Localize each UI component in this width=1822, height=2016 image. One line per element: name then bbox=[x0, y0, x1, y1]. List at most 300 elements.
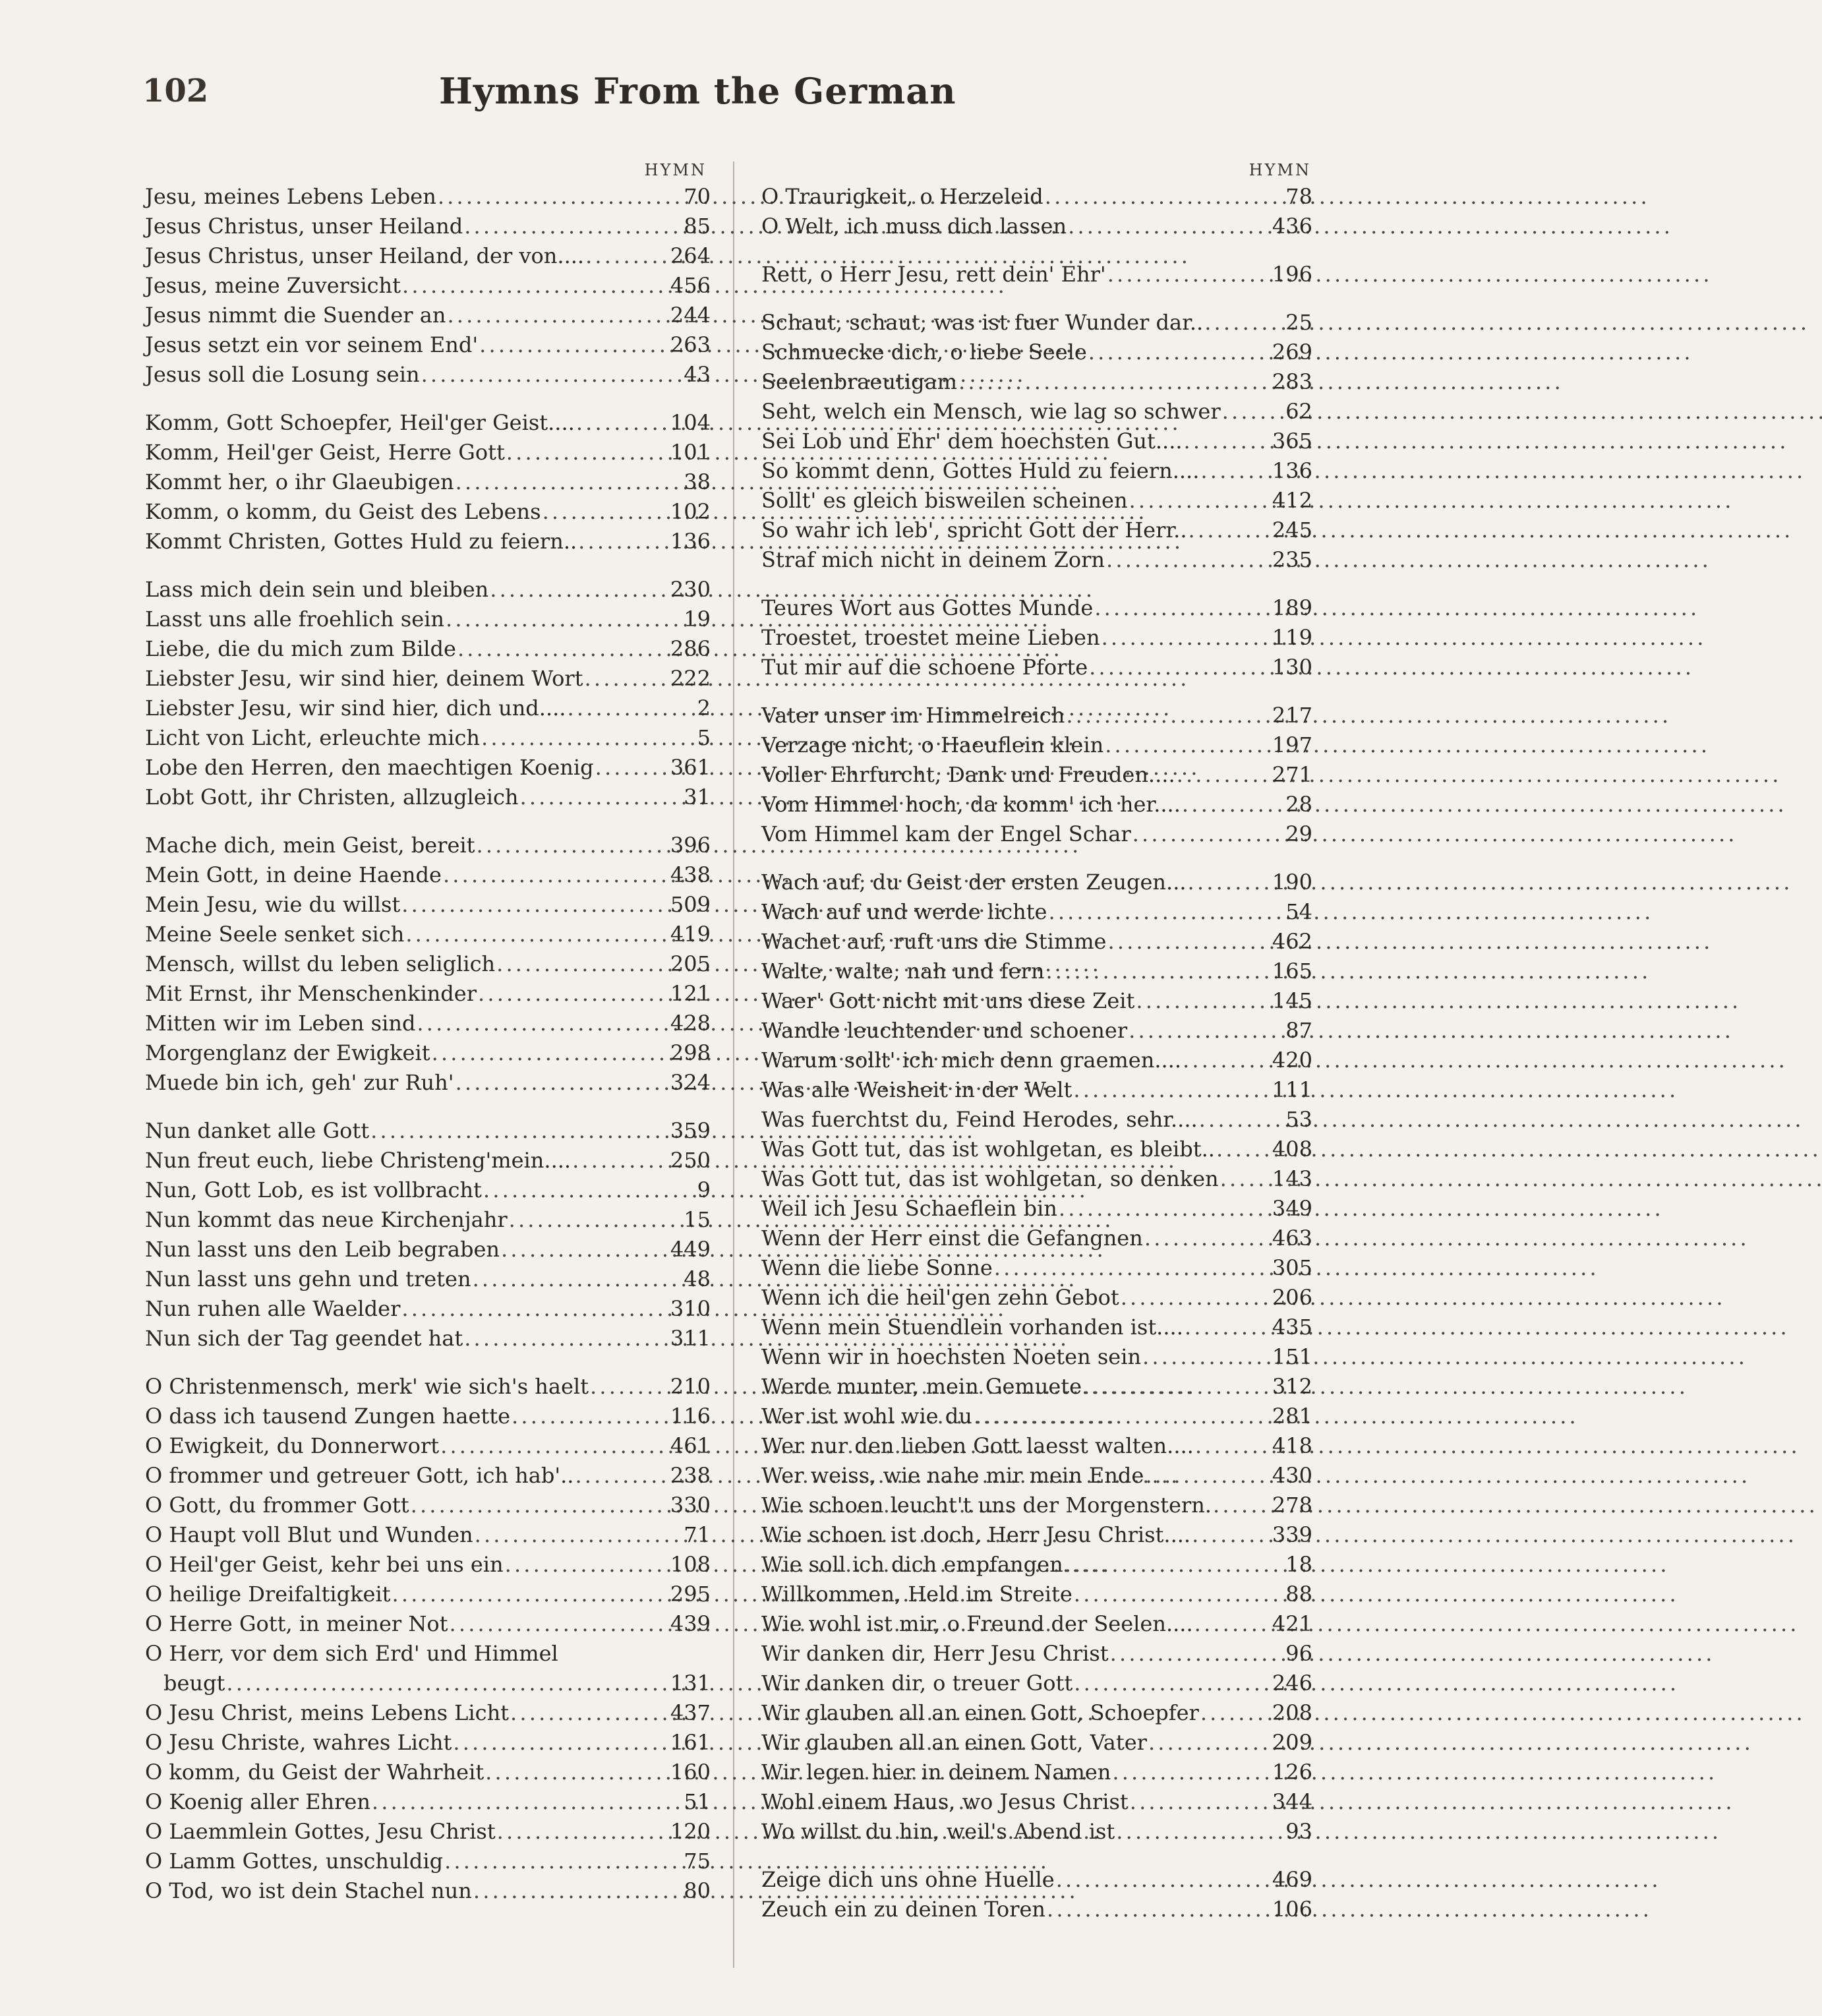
hymn-number: 428 bbox=[670, 1011, 711, 1036]
dot-leader bbox=[1110, 1639, 1277, 1669]
dot-leader bbox=[1182, 790, 1277, 819]
dot-leader bbox=[1129, 486, 1271, 516]
group-spacer bbox=[145, 390, 711, 408]
hymn-number: 5 bbox=[697, 725, 711, 750]
index-entry bbox=[145, 360, 711, 390]
dot-leader bbox=[464, 1324, 669, 1353]
index-entry bbox=[761, 1461, 1312, 1491]
index-entry bbox=[761, 819, 1312, 849]
entry-title: Mache dich, mein Geist, bereit bbox=[145, 833, 475, 858]
dot-leader bbox=[476, 831, 668, 860]
entry-title: Mein Jesu, wie du willst bbox=[145, 892, 401, 917]
entry-title: Kommt her, o ihr Glaeubigen bbox=[145, 469, 454, 494]
dot-leader bbox=[512, 1402, 669, 1431]
dot-leader bbox=[1185, 1313, 1271, 1342]
letter-group bbox=[145, 1116, 711, 1353]
hymn-number: 449 bbox=[670, 1237, 711, 1262]
hymn-number: 31 bbox=[684, 785, 711, 810]
index-entry bbox=[761, 1520, 1312, 1550]
hymn-number: 305 bbox=[1272, 1255, 1312, 1280]
letter-group bbox=[761, 260, 1312, 289]
entry-title: Teures Wort aus Gottes Munde bbox=[761, 595, 1094, 620]
hymn-number: 88 bbox=[1285, 1582, 1312, 1607]
dot-leader bbox=[1220, 1164, 1271, 1194]
dot-leader bbox=[443, 860, 669, 890]
entry-title: O Christenmensch, merk' wie sich's haelt bbox=[145, 1374, 589, 1399]
dot-leader bbox=[473, 1264, 675, 1294]
left-column bbox=[145, 158, 711, 1906]
hymn-number: 18 bbox=[1285, 1552, 1312, 1577]
entry-title: Licht von Licht, erleuchte mich bbox=[145, 725, 481, 750]
entry-title: O Jesu Christ, meins Lebens Licht bbox=[145, 1700, 510, 1725]
hymn-number: 197 bbox=[1272, 732, 1312, 757]
hymn-number: 108 bbox=[670, 1552, 711, 1577]
entry-title: O dass ich tausend Zungen haette bbox=[145, 1404, 511, 1429]
hymn-number: 509 bbox=[670, 892, 711, 917]
dot-leader bbox=[1188, 868, 1271, 897]
hymn-number: 121 bbox=[670, 981, 711, 1006]
hymn-number: 196 bbox=[1272, 262, 1312, 287]
index-entry bbox=[145, 1609, 711, 1639]
hymn-number: 330 bbox=[670, 1493, 711, 1518]
dot-leader bbox=[446, 605, 675, 634]
letter-group bbox=[761, 701, 1312, 849]
index-entry bbox=[145, 1698, 711, 1728]
index-entry bbox=[145, 212, 711, 241]
index-entry bbox=[145, 1146, 711, 1175]
group-spacer bbox=[761, 289, 1312, 308]
dot-leader bbox=[1145, 1461, 1271, 1491]
index-entry bbox=[761, 1402, 1312, 1431]
dot-leader bbox=[1204, 308, 1277, 338]
dot-leader bbox=[1144, 1224, 1271, 1253]
dot-leader bbox=[392, 1580, 669, 1609]
dot-leader bbox=[1045, 957, 1270, 986]
dot-leader bbox=[473, 1876, 675, 1906]
dot-leader bbox=[509, 1205, 675, 1235]
index-entry bbox=[145, 1580, 711, 1609]
hymn-number: 430 bbox=[1272, 1463, 1312, 1488]
entry-title: O Tod, wo ist dein Stachel nun bbox=[145, 1878, 472, 1903]
entry-title: Wer ist wohl wie du bbox=[761, 1404, 972, 1429]
index-entry bbox=[145, 1009, 711, 1038]
index-entry bbox=[145, 979, 711, 1009]
hymn-number: 25 bbox=[1285, 310, 1312, 335]
dot-leader bbox=[1130, 1787, 1271, 1817]
dot-leader bbox=[958, 367, 1271, 397]
hymn-number: 418 bbox=[1272, 1433, 1312, 1458]
dot-leader bbox=[1074, 1669, 1271, 1698]
entry-title: Wenn mein Stuendlein vorhanden ist.... bbox=[761, 1315, 1183, 1340]
hymn-number: 102 bbox=[670, 499, 711, 524]
dot-leader bbox=[497, 1817, 669, 1847]
dot-leader bbox=[595, 753, 669, 783]
entry-title: O Lamm Gottes, unschuldig bbox=[145, 1849, 444, 1874]
entry-title: Lobt Gott, ihr Christen, allzugleich bbox=[145, 785, 519, 810]
entry-title: Jesus soll die Losung sein bbox=[145, 362, 420, 387]
dot-leader bbox=[417, 1009, 669, 1038]
hymn-number: 210 bbox=[670, 1374, 711, 1399]
hymn-number: 15 bbox=[684, 1207, 711, 1232]
index-entry bbox=[761, 897, 1312, 927]
index-entry bbox=[145, 182, 711, 212]
hymn-number: 462 bbox=[1272, 929, 1312, 954]
hymn-number: 419 bbox=[670, 922, 711, 947]
group-spacer bbox=[145, 812, 711, 831]
index-entry bbox=[145, 1847, 711, 1876]
group-spacer bbox=[761, 1847, 1312, 1865]
hymn-number: 209 bbox=[1272, 1730, 1312, 1755]
entry-title: Wir glauben all an einen Gott, Schoepfer bbox=[761, 1700, 1199, 1725]
entry-title: Wer weiss, wie nahe mir mein Ende bbox=[761, 1463, 1144, 1488]
entry-title: Tut mir auf die schoene Pforte bbox=[761, 655, 1088, 680]
index-entry bbox=[761, 1194, 1312, 1224]
hymn-number: 278 bbox=[1272, 1493, 1312, 1518]
entry-title: Wenn wir in hoechsten Noeten sein bbox=[761, 1344, 1142, 1369]
hymn-number: 116 bbox=[670, 1404, 711, 1429]
entry-title: Nun sich der Tag geendet hat bbox=[145, 1326, 463, 1351]
hymn-number: 106 bbox=[1272, 1897, 1312, 1922]
entry-title: Willkommen, Held im Streite bbox=[761, 1582, 1073, 1607]
entry-title: Nun danket alle Gott bbox=[145, 1118, 370, 1143]
hymn-number: 361 bbox=[670, 755, 711, 780]
index-entry bbox=[145, 634, 711, 664]
entry-title: Wer nur den lieben Gott laesst walten.... bbox=[761, 1433, 1194, 1458]
entry-title-continuation: beugt bbox=[163, 1671, 225, 1696]
hymn-number: 281 bbox=[1272, 1404, 1312, 1429]
dot-leader bbox=[481, 723, 675, 753]
hymn-number: 70 bbox=[684, 184, 711, 209]
index-entry bbox=[761, 1046, 1312, 1075]
hymn-number: 28 bbox=[1285, 792, 1312, 817]
entry-title: Kommt Christen, Gottes Huld zu feiern.. bbox=[145, 529, 577, 554]
index-entry bbox=[145, 408, 711, 438]
entry-title: O Jesu Christe, wahres Licht bbox=[145, 1730, 452, 1755]
hymn-number: 53 bbox=[1285, 1107, 1312, 1132]
hymn-number: 324 bbox=[670, 1070, 711, 1095]
dot-leader bbox=[1213, 1491, 1271, 1520]
dot-leader bbox=[1177, 760, 1271, 790]
entry-title: Wir legen hier in deinem Namen bbox=[761, 1760, 1111, 1785]
hymn-number: 208 bbox=[1272, 1700, 1312, 1725]
entry-title: Warum sollt' ich mich denn graemen.... bbox=[761, 1048, 1181, 1073]
dot-leader bbox=[401, 1294, 669, 1324]
index-entry bbox=[761, 1283, 1312, 1313]
hymn-number: 437 bbox=[670, 1700, 711, 1725]
index-entry bbox=[761, 1491, 1312, 1520]
right-index-list bbox=[761, 182, 1312, 1924]
dot-leader bbox=[576, 408, 669, 438]
dot-leader bbox=[1107, 260, 1271, 289]
hymn-number: 205 bbox=[670, 951, 711, 976]
entry-title: Vom Himmel hoch, da komm' ich her.... bbox=[761, 792, 1181, 817]
entry-title: Liebster Jesu, wir sind hier, deinem Wort bbox=[145, 666, 583, 691]
hymn-number: 230 bbox=[670, 577, 711, 602]
index-entry bbox=[145, 241, 711, 271]
column-header-hymn: HYMN bbox=[644, 161, 707, 179]
dot-leader bbox=[411, 1491, 669, 1520]
entry-title: Wie schoen ist doch, Herr Jesu Christ.... bbox=[761, 1522, 1191, 1547]
entry-title: Wo willst du hin, weil's Abend ist bbox=[761, 1819, 1115, 1844]
dot-leader bbox=[590, 1372, 669, 1402]
index-entry bbox=[761, 1135, 1312, 1164]
hymn-number: 238 bbox=[670, 1463, 711, 1488]
dot-leader bbox=[479, 330, 669, 360]
entry-title: Wenn die liebe Sonne bbox=[761, 1255, 993, 1280]
index-entry bbox=[761, 1372, 1312, 1402]
entry-title: Nun freut euch, liebe Christeng'mein.... bbox=[145, 1148, 572, 1173]
index-entry bbox=[761, 701, 1312, 730]
entry-title: Seht, welch ein Mensch, wie lag so schwer bbox=[761, 399, 1221, 424]
hymn-number: 38 bbox=[684, 469, 711, 494]
dot-leader bbox=[1132, 819, 1277, 849]
index-entry bbox=[145, 890, 711, 920]
dot-leader bbox=[1047, 1895, 1271, 1924]
hymn-number: 161 bbox=[670, 1730, 711, 1755]
index-entry bbox=[761, 1817, 1312, 1847]
index-entry bbox=[761, 760, 1312, 790]
index-entry bbox=[145, 301, 711, 330]
entry-title: Werde munter, mein Gemuete bbox=[761, 1374, 1082, 1399]
entry-title: O Gott, du frommer Gott bbox=[145, 1493, 409, 1518]
hymn-number: 250 bbox=[670, 1148, 711, 1173]
group-spacer bbox=[761, 849, 1312, 868]
dot-leader bbox=[372, 1787, 675, 1817]
entry-title: Muede bin ich, geh' zur Ruh' bbox=[145, 1070, 454, 1095]
dot-leader bbox=[444, 1847, 675, 1876]
entry-title: O Ewigkeit, du Donnerwort bbox=[145, 1433, 440, 1458]
entry-title: Troestet, troestet meine Lieben bbox=[761, 625, 1100, 650]
index-entry bbox=[145, 1068, 711, 1098]
hymn-number: 396 bbox=[670, 833, 711, 858]
entry-title: Lasst uns alle froehlich sein bbox=[145, 607, 444, 632]
dot-leader bbox=[543, 497, 669, 527]
hymn-number: 420 bbox=[1272, 1048, 1312, 1073]
hymn-number: 408 bbox=[1272, 1137, 1312, 1162]
hymn-number: 206 bbox=[1272, 1285, 1312, 1310]
hymn-number: 87 bbox=[1285, 1018, 1312, 1043]
entry-title: Was alle Weisheit in der Welt bbox=[761, 1077, 1073, 1102]
entry-title: Was fuerchtst du, Feind Herodes, sehr.... bbox=[761, 1107, 1198, 1132]
dot-leader bbox=[453, 1728, 669, 1758]
dot-leader bbox=[1116, 1817, 1277, 1847]
dot-leader bbox=[1129, 1016, 1277, 1046]
dot-leader bbox=[447, 301, 668, 330]
entry-title: Liebe, die du mich zum Bilde bbox=[145, 636, 456, 661]
dot-leader bbox=[478, 979, 669, 1009]
hymn-number: 2 bbox=[697, 696, 711, 721]
index-entry bbox=[761, 730, 1312, 760]
entry-title: Wach auf, du Geist der ersten Zeugen... bbox=[761, 870, 1187, 895]
letter-group bbox=[145, 1372, 711, 1906]
hymn-number: 436 bbox=[1272, 214, 1312, 239]
index-entry bbox=[761, 1224, 1312, 1253]
hymn-number: 310 bbox=[670, 1296, 711, 1321]
dot-leader bbox=[1102, 623, 1271, 653]
entry-title: Seelenbraeutigam bbox=[761, 369, 957, 394]
dot-leader bbox=[1066, 701, 1271, 730]
hymn-number: 43 bbox=[684, 362, 711, 387]
entry-title: So wahr ich leb', spricht Gott der Herr.. bbox=[761, 518, 1187, 543]
index-entry bbox=[761, 1787, 1312, 1817]
entry-title: Komm, Heil'ger Geist, Herre Gott bbox=[145, 440, 505, 465]
entry-title: Komm, Gott Schoepfer, Heil'ger Geist.... bbox=[145, 410, 575, 435]
dot-leader bbox=[578, 527, 669, 556]
dot-leader bbox=[1089, 653, 1271, 682]
dot-leader bbox=[1189, 516, 1271, 545]
dot-leader bbox=[572, 1146, 669, 1175]
hymn-number: 312 bbox=[1272, 1374, 1312, 1399]
dot-leader bbox=[567, 694, 675, 723]
index-entry bbox=[145, 467, 711, 497]
dot-leader bbox=[1105, 730, 1271, 760]
entry-title: Jesus Christus, unser Heiland bbox=[145, 214, 463, 239]
hymn-number: 349 bbox=[1272, 1196, 1312, 1221]
index-entry bbox=[761, 1253, 1312, 1283]
dot-leader bbox=[1192, 1520, 1271, 1550]
dot-leader bbox=[1074, 1580, 1277, 1609]
dot-leader bbox=[1107, 927, 1270, 957]
dot-leader bbox=[1083, 1372, 1271, 1402]
hymn-number: 120 bbox=[670, 1819, 711, 1844]
group-spacer bbox=[145, 556, 711, 575]
entry-title: Nun kommt das neue Kirchenjahr bbox=[145, 1207, 508, 1232]
dot-leader bbox=[1199, 1105, 1277, 1135]
dot-leader bbox=[1194, 1609, 1271, 1639]
index-entry bbox=[145, 1639, 711, 1698]
hymn-number: 365 bbox=[1272, 429, 1312, 454]
entry-title: Wir danken dir, Herr Jesu Christ bbox=[761, 1641, 1109, 1666]
entry-title: O heilige Dreifaltigkeit bbox=[145, 1582, 391, 1607]
dot-leader bbox=[456, 467, 675, 497]
dot-leader bbox=[501, 1235, 669, 1264]
running-title: Hymns From the German bbox=[439, 70, 956, 112]
entry-title: Schmuecke dich, o liebe Seele bbox=[761, 340, 1087, 365]
letter-group bbox=[145, 408, 711, 556]
letter-group bbox=[145, 831, 711, 1098]
index-entry bbox=[145, 1235, 711, 1264]
entry-title: Morgenglanz der Ewigkeit bbox=[145, 1040, 430, 1065]
entry-title: Komm, o komm, du Geist des Lebens bbox=[145, 499, 541, 524]
hymn-number: 126 bbox=[1272, 1760, 1312, 1785]
index-entry bbox=[761, 1431, 1312, 1461]
hymn-number: 339 bbox=[1272, 1522, 1312, 1547]
entry-title: O Laemmlein Gottes, Jesu Christ bbox=[145, 1819, 496, 1844]
index-entry bbox=[761, 545, 1312, 575]
index-entry bbox=[145, 497, 711, 527]
dot-leader bbox=[575, 1461, 668, 1491]
group-spacer bbox=[761, 241, 1312, 260]
index-entry bbox=[145, 1116, 711, 1146]
hymn-number: 344 bbox=[1272, 1789, 1312, 1814]
hymn-number: 48 bbox=[684, 1266, 711, 1291]
index-entry bbox=[761, 593, 1312, 623]
entry-title: O Haupt voll Blut und Wunden bbox=[145, 1522, 473, 1547]
dot-leader bbox=[405, 920, 669, 949]
entry-title: O Heil'ger Geist, kehr bei uns ein bbox=[145, 1552, 504, 1577]
hymn-number: 469 bbox=[1272, 1867, 1312, 1892]
index-entry bbox=[145, 330, 711, 360]
entry-title: Verzage nicht, o Haeuflein klein bbox=[761, 732, 1104, 757]
entry-title: Liebster Jesu, wir sind hier, dich und.... bbox=[145, 696, 566, 721]
dot-leader bbox=[456, 1068, 669, 1098]
hymn-number: 264 bbox=[670, 243, 711, 268]
index-entry bbox=[761, 486, 1312, 516]
entry-title: Sollt' es gleich bisweilen scheinen bbox=[761, 488, 1128, 513]
group-spacer bbox=[761, 682, 1312, 701]
index-entry bbox=[761, 1313, 1312, 1342]
dot-leader bbox=[1200, 456, 1271, 486]
hymn-number: 439 bbox=[670, 1611, 711, 1636]
entry-title: Rett, o Herr Jesu, rett dein' Ehr' bbox=[761, 262, 1106, 287]
hymn-number: 438 bbox=[670, 862, 711, 887]
entry-title: Nun, Gott Lob, es ist vollbracht bbox=[145, 1177, 482, 1202]
entry-title: Zeuch ein zu deinen Toren bbox=[761, 1897, 1046, 1922]
index-entry bbox=[145, 1294, 711, 1324]
hymn-number: 456 bbox=[670, 273, 711, 298]
index-entry bbox=[145, 1038, 711, 1068]
index-entry bbox=[761, 182, 1312, 212]
entry-title: Wir glauben all an einen Gott, Vater bbox=[761, 1730, 1147, 1755]
dot-leader bbox=[432, 1038, 669, 1068]
dot-leader bbox=[1148, 1728, 1271, 1758]
index-entry bbox=[145, 694, 711, 723]
letter-group bbox=[761, 593, 1312, 682]
entry-title: Jesus nimmt die Suender an bbox=[145, 303, 446, 328]
index-entry bbox=[145, 1402, 711, 1431]
letter-group bbox=[761, 308, 1312, 575]
index-entry bbox=[761, 1609, 1312, 1639]
hymn-number: 136 bbox=[670, 529, 711, 554]
entry-title: O Traurigkeit, o Herzeleid bbox=[761, 184, 1043, 209]
index-entry bbox=[145, 575, 711, 605]
hymn-number: 75 bbox=[684, 1849, 711, 1874]
dot-leader bbox=[464, 212, 675, 241]
hymn-number: 190 bbox=[1272, 870, 1312, 895]
hymn-number: 62 bbox=[1285, 399, 1312, 424]
dot-leader bbox=[450, 1609, 669, 1639]
hymn-number: 136 bbox=[1272, 458, 1312, 483]
index-entry bbox=[761, 1342, 1312, 1372]
index-entry bbox=[145, 271, 711, 301]
dot-leader bbox=[1068, 212, 1271, 241]
index-entry bbox=[761, 1016, 1312, 1046]
index-entry bbox=[145, 920, 711, 949]
index-entry bbox=[145, 605, 711, 634]
index-entry bbox=[761, 623, 1312, 653]
dot-leader bbox=[496, 949, 669, 979]
entry-title: O Koenig aller Ehren bbox=[145, 1789, 370, 1814]
hymn-number: 421 bbox=[1272, 1611, 1312, 1636]
hymn-number: 271 bbox=[1272, 762, 1312, 787]
hymn-number: 246 bbox=[1272, 1671, 1312, 1696]
entry-title: Jesus setzt ein vor seinem End' bbox=[145, 332, 479, 357]
dot-leader bbox=[1222, 397, 1277, 427]
index-entry bbox=[761, 1669, 1312, 1698]
hymn-number: 359 bbox=[670, 1118, 711, 1143]
index-entry bbox=[761, 427, 1312, 456]
letter-group bbox=[145, 182, 711, 390]
index-entry bbox=[145, 527, 711, 556]
hymn-number: 78 bbox=[1285, 184, 1312, 209]
entry-title: Nun ruhen alle Waelder bbox=[145, 1296, 401, 1321]
dot-leader bbox=[475, 1520, 675, 1550]
hymn-number: 235 bbox=[1272, 547, 1312, 572]
hymn-number: 165 bbox=[1272, 959, 1312, 984]
entry-title: Lobe den Herren, den maechtigen Koenig bbox=[145, 755, 594, 780]
hymn-number: 412 bbox=[1272, 488, 1312, 513]
hymn-number: 244 bbox=[670, 303, 711, 328]
